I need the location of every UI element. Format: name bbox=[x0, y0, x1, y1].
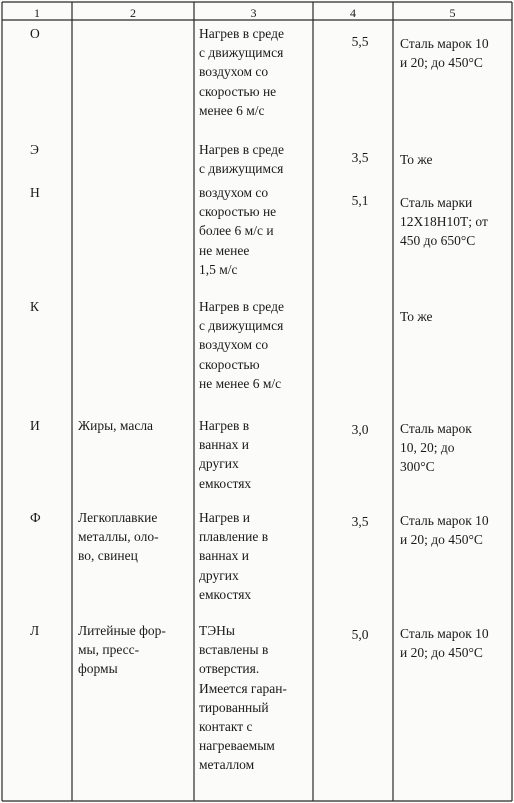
row-material-line: 12Х18Н10Т; от bbox=[400, 214, 488, 230]
row-conditions-line: емкостях bbox=[199, 475, 252, 491]
row-conditions-line: емкостях bbox=[199, 586, 252, 602]
row-material-line: 300°С bbox=[400, 459, 435, 475]
row-material-line: Сталь марки bbox=[400, 195, 473, 210]
header-col-2: 2 bbox=[130, 6, 136, 20]
row-material bbox=[400, 150, 510, 169]
row-medium-line: Жиры, масла bbox=[78, 418, 154, 433]
row-conditions-line: ТЭНы bbox=[199, 623, 235, 638]
row-code: К bbox=[30, 299, 40, 314]
row-conditions bbox=[199, 416, 317, 493]
header-col-5: 5 bbox=[449, 6, 456, 20]
row-medium-line: мы, пресс- bbox=[78, 642, 140, 658]
row-material-line: Сталь марок 10 bbox=[400, 513, 489, 528]
row-conditions-line: с движущимся bbox=[199, 161, 284, 177]
row-conditions-line: Нагрев в среде bbox=[199, 299, 284, 314]
row-conditions-line: Нагрев в среде bbox=[199, 26, 284, 41]
header-col-4: 4 bbox=[350, 6, 356, 20]
row-conditions-line: не менее 6 м/с bbox=[199, 375, 282, 391]
row-conditions-line: воздухом со bbox=[199, 64, 269, 80]
row-conditions bbox=[199, 140, 317, 178]
row-conditions-line: тированный bbox=[199, 699, 269, 715]
row-code: И bbox=[30, 418, 40, 433]
row-material-line: и 20; до 450°С bbox=[400, 532, 483, 548]
row-material bbox=[400, 307, 510, 326]
row-conditions bbox=[199, 24, 317, 120]
row-conditions-line: других bbox=[199, 456, 239, 472]
row-conditions-line: скоростью bbox=[199, 356, 260, 372]
row-material bbox=[400, 624, 510, 662]
row-material bbox=[400, 419, 510, 477]
row-conditions-line: плавление в bbox=[199, 529, 269, 545]
row-conditions-line: вставлены в bbox=[199, 642, 269, 658]
row-medium bbox=[78, 621, 190, 679]
row-conditions-line: более 6 м/с и bbox=[199, 223, 274, 239]
row-conditions-line: контакт с bbox=[199, 719, 253, 735]
row-conditions-line: 1,5 м/с bbox=[199, 261, 238, 277]
row-conditions-line: отверстия. bbox=[199, 661, 260, 677]
row-power: 3,5 bbox=[351, 514, 369, 529]
row-power: 5,5 bbox=[351, 34, 369, 49]
row-conditions-line: с движущимся bbox=[199, 318, 284, 334]
row-material-line: То же bbox=[400, 309, 433, 324]
row-conditions-line: скоростью не bbox=[199, 83, 277, 99]
row-conditions-line: металлом bbox=[199, 757, 255, 773]
header-col-1: 1 bbox=[34, 6, 40, 20]
row-conditions-line: Имеется гаран- bbox=[199, 680, 287, 696]
row-conditions-line: нагреваемым bbox=[199, 738, 275, 754]
row-material bbox=[400, 193, 510, 251]
row-medium bbox=[78, 508, 190, 566]
row-medium bbox=[78, 416, 190, 435]
row-material-line: и 20; до 450°С bbox=[400, 55, 483, 71]
row-conditions bbox=[199, 183, 317, 279]
row-material bbox=[400, 511, 510, 549]
row-power: 5,0 bbox=[351, 627, 369, 642]
row-code: О bbox=[30, 26, 40, 41]
row-medium-line: формы bbox=[78, 661, 118, 677]
row-conditions bbox=[199, 297, 317, 393]
row-material-line: То же bbox=[400, 152, 433, 167]
row-code: Н bbox=[30, 185, 40, 200]
row-code: Э bbox=[30, 142, 39, 157]
row-conditions-line: Нагрев и bbox=[199, 510, 250, 525]
row-power: 3,5 bbox=[351, 150, 369, 165]
row-material-line: Сталь марок 10 bbox=[400, 626, 489, 641]
row-medium-line: металлы, оло- bbox=[78, 529, 159, 545]
row-conditions-line: воздухом со bbox=[199, 185, 269, 200]
row-medium-line: во, свинец bbox=[78, 548, 138, 564]
row-material bbox=[400, 34, 510, 72]
row-material-line: Сталь марок bbox=[400, 421, 472, 436]
row-conditions-line: с движущимся bbox=[199, 45, 284, 61]
row-conditions bbox=[199, 621, 317, 775]
row-material-line: 10, 20; до bbox=[400, 440, 455, 456]
row-power: 5,1 bbox=[351, 193, 369, 208]
row-medium-line: Легкоплавкие bbox=[78, 510, 158, 525]
row-power: 3,0 bbox=[351, 422, 369, 437]
row-code: Ф bbox=[30, 510, 41, 525]
row-conditions-line: не менее bbox=[199, 242, 250, 258]
row-material-line: и 20; до 450°С bbox=[400, 645, 483, 661]
row-conditions-line: Нагрев в bbox=[199, 418, 250, 433]
row-conditions-line: воздухом со bbox=[199, 337, 269, 353]
row-material-line: 450 до 650°С bbox=[400, 233, 476, 249]
row-conditions bbox=[199, 508, 317, 604]
row-conditions-line: Нагрев в среде bbox=[199, 142, 284, 157]
header-col-3: 3 bbox=[250, 6, 257, 20]
row-conditions-line: скоростью не bbox=[199, 204, 277, 220]
row-conditions-line: менее 6 м/с bbox=[199, 102, 265, 118]
row-material-line: Сталь марок 10 bbox=[400, 36, 489, 51]
row-code: Л bbox=[30, 623, 40, 638]
row-conditions-line: других bbox=[199, 567, 239, 583]
row-medium-line: Литейные фор- bbox=[78, 623, 166, 638]
row-conditions-line: ваннах и bbox=[199, 437, 249, 453]
row-conditions-line: ваннах и bbox=[199, 548, 249, 564]
